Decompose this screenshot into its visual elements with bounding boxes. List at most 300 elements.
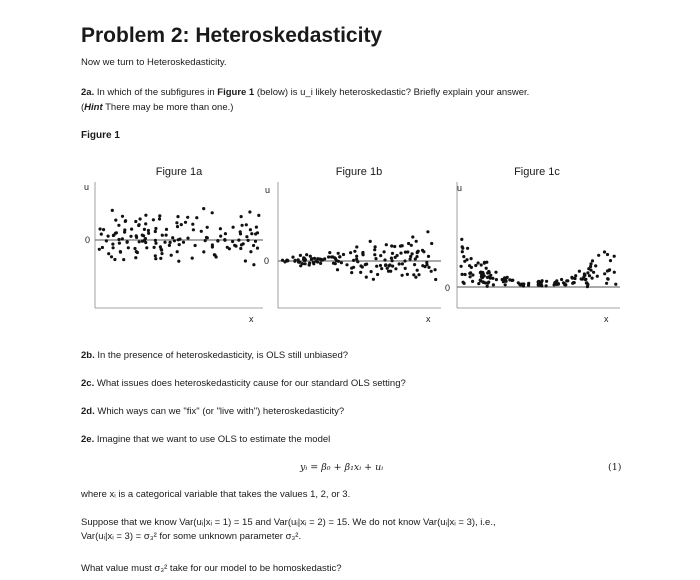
figure-1c-point (560, 278, 563, 281)
figure-1b-point (407, 242, 410, 245)
figure-1a-point (194, 244, 197, 247)
figure-1c-point (563, 282, 566, 285)
figure-1b-point (312, 261, 315, 264)
figure-1c-point (471, 273, 474, 276)
figure-1a-scatter (98, 207, 261, 266)
figure-1c-ylabel: u (457, 183, 463, 193)
figure-1b-point (338, 255, 341, 258)
figure-1a-point (206, 236, 209, 239)
question-2a: 2a. In which of the subfigures in Figure 1 (below) is u_i likely heteroskedastic? Briefly explain your answer. (Hint There may be more than one.) (81, 87, 530, 113)
figure-1a-point (219, 235, 222, 238)
figure-1a-point (143, 228, 146, 231)
figure-1b-point (430, 270, 433, 273)
figure-1a-point (252, 263, 255, 266)
figure-1b-point (406, 250, 409, 253)
figure-1a-point (138, 240, 141, 243)
figure-1c-point (574, 274, 577, 277)
figure-1a-point (147, 232, 150, 235)
figure-1c-point (485, 267, 488, 270)
figure-1c (445, 166, 620, 324)
figure-1a-point (186, 237, 189, 240)
figure-1c-point (557, 283, 560, 286)
figure-1a-point (206, 226, 209, 229)
figure-1c-point (589, 262, 592, 265)
figure-1b-point (434, 268, 437, 271)
figure-1a-point (158, 217, 161, 220)
q2a-hint-label: Hint (84, 102, 103, 113)
figure-1c-point (483, 274, 486, 277)
figure-1b-point (379, 264, 382, 267)
figure-1c-point (614, 283, 617, 286)
figure-1a-point (224, 232, 227, 235)
suppose-paragraph (81, 516, 641, 544)
suppose-line-1: Suppose that we know Var(uᵢ|xᵢ = 1) = 15 and Var(uᵢ|xᵢ = 2) = 15. We do not know Var(uᵢ|xᵢ = 3), i.e., (81, 517, 496, 528)
figure-1c-point (540, 284, 543, 287)
figure-1a-point (153, 246, 156, 249)
final-question: What value must σ₃² take for our model to be homoskedastic? (81, 563, 342, 574)
figure-1a-point (186, 216, 189, 219)
figure-1a-point (239, 247, 242, 250)
figure-1a-point (112, 233, 115, 236)
figure-1a-point (202, 250, 205, 253)
figure-1a-point (200, 230, 203, 233)
figure-1c-point (504, 283, 507, 286)
figure-1b-point (391, 265, 394, 268)
intro-text: Now we turn to Heteroskedasticity. (81, 57, 227, 68)
figure-1a-point (154, 230, 157, 233)
figure-1b-point (386, 267, 389, 270)
q2e-text: Imagine that we want to use OLS to estimate the model (94, 434, 331, 445)
figure-1a-point (117, 224, 120, 227)
figure-1a-point (98, 248, 101, 251)
figure-1b-point (415, 240, 418, 243)
figure-1a-point (184, 221, 187, 224)
figure-1b-point (304, 262, 307, 265)
figure-1b-point (399, 252, 402, 255)
figure-1a-point (100, 233, 103, 236)
figure-1a-point (147, 229, 150, 232)
figure-1a-point (204, 239, 207, 242)
figure-1c-point (606, 269, 609, 272)
figure-1c-point (545, 284, 548, 287)
figure-1c-zero: 0 (445, 283, 451, 293)
figure-1a-point (211, 211, 214, 214)
figure-1c-point (588, 274, 591, 277)
figure-1c-point (597, 254, 600, 257)
figure-1a-point (121, 237, 124, 240)
figure-1a-point (211, 245, 214, 248)
figure-1c-point (592, 271, 595, 274)
figure-1a-point (234, 245, 237, 248)
figure-1c-point (470, 257, 473, 260)
figure-1a-point (137, 224, 140, 227)
figure-1a-point (252, 244, 255, 247)
figure-1b-point (370, 270, 373, 273)
figure-1b-point (417, 273, 420, 276)
figure-1a-point (175, 221, 178, 224)
figure-1c-point (603, 272, 606, 275)
figure-1b-point (403, 259, 406, 262)
figure-1a-point (160, 252, 163, 255)
figure-1b-point (404, 267, 407, 270)
figure-1c-point (471, 280, 474, 283)
figure-1a-point (182, 241, 185, 244)
figure-1b-title: Figure 1b (335, 166, 383, 178)
q2a-hint-text: There may be more than one.) (102, 102, 234, 113)
suppose-line-2: Var(uᵢ|xᵢ = 3) = σ₃² for some unknown parameter σ₃². (81, 531, 302, 542)
figure-1c-point (581, 278, 584, 281)
figure-1b-point (372, 278, 375, 281)
figure-1a-point (176, 215, 179, 218)
figure-1c-point (594, 264, 597, 267)
figure-1a-point (256, 247, 259, 250)
figure-1a-point (254, 240, 257, 243)
q2a-label: 2a. (81, 87, 95, 98)
figure-1b-point (398, 262, 401, 265)
figure-1a-point (102, 228, 105, 231)
figure-1b-point (430, 242, 433, 245)
figure-1c-point (573, 281, 576, 284)
figure-1a-point (158, 214, 161, 217)
figure-1c-point (461, 273, 464, 276)
figure-1a-point (127, 246, 130, 249)
figure-1a-point (178, 243, 181, 246)
q2a-text-before: In which of the subfigures in (94, 87, 218, 98)
figure-1c-xlabel: x (604, 314, 609, 324)
figure-1c-point (591, 259, 594, 262)
figure-1c-scatter (460, 238, 618, 288)
figure-1b-point (427, 255, 430, 258)
figure-1a-point (144, 222, 147, 225)
figure-1a-point (245, 223, 248, 226)
figure-1c-point (460, 238, 463, 241)
figure-1c-point (553, 281, 556, 284)
figure-1c-point (488, 271, 491, 274)
figure-1a-point (195, 216, 198, 219)
figure-1a-point (244, 259, 247, 262)
figure-1c-point (464, 273, 467, 276)
figure-1a-point (223, 239, 226, 242)
figure-1b-point (374, 245, 377, 248)
figure-1b-point (426, 230, 429, 233)
where-text: where xᵢ is a categorical variable that takes the values 1, 2, or 3. (81, 489, 351, 500)
figure-1a-point (154, 227, 157, 230)
figure-1b-point (350, 267, 353, 270)
figure-1b-point (374, 257, 377, 260)
figure-1a-point (169, 241, 172, 244)
figure-1c-point (463, 282, 466, 285)
figure-1c-point (461, 250, 464, 253)
figure-1a-point (105, 239, 108, 242)
figure-1c-point (486, 285, 489, 288)
figure-1b-point (361, 251, 364, 254)
figure-1b-point (373, 253, 376, 256)
figure-1b-point (394, 256, 397, 259)
figure-1c-point (591, 277, 594, 280)
figure-1b-point (337, 252, 340, 255)
figure-1c-point (527, 282, 530, 285)
figure-1b-point (385, 243, 388, 246)
figure-1b-point (415, 255, 418, 258)
figure-1b-point (401, 274, 404, 277)
figure-1c-point (483, 262, 486, 265)
figure-1a-point (165, 234, 168, 237)
figure-1c-point (461, 245, 464, 248)
question-2d (81, 406, 344, 417)
figure-1c-point (511, 279, 514, 282)
figure-1a-point (154, 254, 157, 257)
figure-1b-point (365, 276, 368, 279)
figure-1a-point (242, 242, 245, 245)
figure-1c-point (495, 278, 498, 281)
figure-1c-point (463, 260, 466, 263)
q2c-text: What issues does heteroskedasticity cause for our standard OLS setting? (94, 378, 406, 389)
figure-1b-point (384, 263, 387, 266)
figure-1c-point (583, 274, 586, 277)
figure-1a-point (99, 227, 102, 230)
figure-1b-point (310, 257, 313, 260)
figure-1b-point (410, 244, 413, 247)
figure-1c-point (492, 283, 495, 286)
figure-1c-point (605, 282, 608, 285)
figure-1b (264, 166, 441, 324)
figure-1b-point (421, 249, 424, 252)
figure-1b-point (297, 261, 300, 264)
figure-1c-point (606, 253, 609, 256)
figure-1a-point (141, 234, 144, 237)
figure-1b-point (375, 265, 378, 268)
figure-1a-title: Figure 1a (155, 166, 203, 178)
figure-1a-ylabel: u (84, 182, 90, 192)
figure-1b-point (337, 260, 340, 263)
figure-1a-point (255, 226, 258, 229)
figure-1a-point (145, 246, 148, 249)
figure-1b-point (411, 235, 414, 238)
figure-1b-point (353, 250, 356, 253)
figure-1c-point (545, 280, 548, 283)
figure-1b-point (411, 252, 414, 255)
figure-1b-point (331, 255, 334, 258)
figure-1a-point (141, 240, 144, 243)
figure-1a-point (213, 254, 216, 257)
figure-1b-point (334, 262, 337, 265)
figure-1c-point (578, 270, 581, 273)
figure-1b-point (342, 253, 345, 256)
figure-1b-point (413, 263, 416, 266)
figure-1b-point (412, 273, 415, 276)
figure-1c-point (606, 277, 609, 280)
q2d-label: 2d. (81, 406, 95, 417)
figure-1b-point (293, 260, 296, 263)
figure-1b-point (359, 271, 362, 274)
figure-1a-point (119, 251, 122, 254)
figure-1a-point (171, 236, 174, 239)
figure-1b-point (414, 276, 417, 279)
figure-1a-point (237, 239, 240, 242)
figure-1a-point (191, 223, 194, 226)
figure-1b-point (299, 254, 302, 257)
figure-1b-point (401, 244, 404, 247)
q2c-label: 2c. (81, 378, 95, 389)
figure-1b-point (349, 251, 352, 254)
figure-1b-point (334, 257, 337, 260)
figure-1a-point (254, 232, 257, 235)
figure-1c-point (609, 259, 612, 262)
figure-1b-point (416, 250, 419, 253)
figure-1b-point (394, 267, 397, 270)
figure-1a-point (144, 214, 147, 217)
figure-1b-point (327, 255, 330, 258)
question-2c (81, 378, 406, 389)
figure-1c-point (466, 247, 469, 250)
figure-1b-point (383, 258, 386, 261)
figure-1c-point (573, 277, 576, 280)
figure-1c-point (586, 271, 589, 274)
figure-1a-point (163, 241, 166, 244)
figure-1a-point (117, 238, 120, 241)
figure-1b-point (350, 271, 353, 274)
figure-1b-point (320, 258, 323, 261)
figure-1c-point (470, 266, 473, 269)
figure-1b-point (323, 257, 326, 260)
q2d-text: Which ways can we "fix" (or "live with") heteroskedasticity? (94, 406, 345, 417)
figure-1c-point (462, 255, 465, 258)
figure-1a-point (160, 248, 163, 251)
figure-1-panels (75, 160, 635, 332)
figure-1c-point (482, 281, 485, 284)
figure-1c-point (480, 263, 483, 266)
figure-1c-point (589, 269, 592, 272)
question-2e (81, 434, 330, 445)
figure-1a-point (114, 219, 117, 222)
figure-1a-point (216, 239, 219, 242)
q2e-label: 2e. (81, 434, 95, 445)
figure-1c-point (537, 281, 540, 284)
figure-1b-point (376, 273, 379, 276)
figure-1b-point (427, 266, 430, 269)
figure-1b-point (409, 258, 412, 261)
figure-1b-point (303, 257, 306, 260)
figure-1a-point (154, 242, 157, 245)
figure-1a-point (177, 238, 180, 241)
figure-1a-point (177, 260, 180, 263)
question-2b (81, 350, 348, 361)
figure-1b-point (393, 245, 396, 248)
figure-1a-point (249, 228, 252, 231)
figure-1a-point (250, 232, 253, 235)
figure-1c-point (489, 277, 492, 280)
figure-1a-point (126, 241, 129, 244)
figure-1a-point (144, 237, 147, 240)
figure-1c-point (522, 282, 525, 285)
figure-1b-point (416, 269, 419, 272)
figure-1a-point (101, 246, 104, 249)
figure-1b-point (406, 273, 409, 276)
figure-1a-point (113, 258, 116, 261)
figure-1b-point (319, 262, 322, 265)
figure-1c-point (489, 274, 492, 277)
figure-1b-point (316, 257, 319, 260)
figure-1a-point (180, 223, 183, 226)
figure-1a-point (136, 251, 139, 254)
figure-1b-point (383, 250, 386, 253)
figure-1a-point (247, 239, 250, 242)
figure-1b-point (365, 263, 368, 266)
figure-1b-point (423, 265, 426, 268)
figure-1a-point (118, 242, 121, 245)
figure-1b-point (401, 262, 404, 265)
figure-1c-point (474, 264, 477, 267)
figure-1c-point (460, 265, 463, 268)
figure-1a-point (130, 228, 133, 231)
figure-1a-point (111, 209, 114, 212)
figure-1a-point (121, 215, 124, 218)
figure-1a-point (134, 256, 137, 259)
figure-1a-point (176, 225, 179, 228)
figure-1a-point (139, 217, 142, 220)
figure-1b-point (390, 257, 393, 260)
figure-1a-point (231, 240, 234, 243)
figure-1a-point (257, 214, 260, 217)
figure-1b-point (328, 251, 331, 254)
q2a-figure-ref: Figure 1 (217, 87, 255, 98)
figure-1c-point (613, 271, 616, 274)
figure-1a-point (161, 234, 164, 237)
problem-title: Problem 2: Heteroskedasticity (81, 24, 383, 47)
figure-1b-point (291, 256, 294, 259)
figure-1b-point (373, 248, 376, 251)
figure-1a-point (111, 243, 114, 246)
figure-1a-point (241, 224, 244, 227)
figure-1b-point (355, 245, 358, 248)
figure-1a-point (152, 218, 155, 221)
figure-1a-point (135, 234, 138, 237)
figure-1b-point (336, 268, 339, 271)
figure-1c-point (487, 281, 490, 284)
figure-1a-zero: 0 (85, 235, 91, 245)
q2b-text: In the presence of heteroskedasticity, is OLS still unbiased? (94, 350, 349, 361)
figure-1c-point (566, 279, 569, 282)
figure-1a-point (154, 239, 157, 242)
figure-1c-point (486, 276, 489, 279)
equation-number: (1) (608, 462, 622, 473)
figure-1a-point (249, 250, 252, 253)
figure-1a-point (129, 235, 132, 238)
figure-1b-point (380, 267, 383, 270)
figure-1b-point (390, 244, 393, 247)
figure-1a-point (173, 239, 176, 242)
figure-1a-xlabel: x (249, 314, 254, 324)
figure-1b-point (369, 240, 372, 243)
figure-1b-point (379, 254, 382, 257)
figure-1c-point (477, 261, 480, 264)
figure-1a-point (134, 220, 137, 223)
figure-1a-point (165, 228, 168, 231)
q2a-text-after: (below) is u_i likely heteroskedastic? Briefly explain your answer. (254, 87, 530, 98)
figure-1a-point (226, 246, 229, 249)
figure-1c-point (596, 275, 599, 278)
figure-1a-point (219, 227, 222, 230)
figure-1a-point (107, 235, 110, 238)
figure-1b-point (299, 264, 302, 267)
figure-1c-point (502, 280, 505, 283)
figure-1b-point (286, 259, 289, 262)
figure-1c-point (477, 282, 480, 285)
figure-1a-point (170, 254, 173, 257)
figure-1a-point (107, 252, 110, 255)
model-equation: yᵢ = β₀ + β₁xᵢ + uᵢ (300, 462, 384, 473)
figure-1c-point (613, 255, 616, 258)
